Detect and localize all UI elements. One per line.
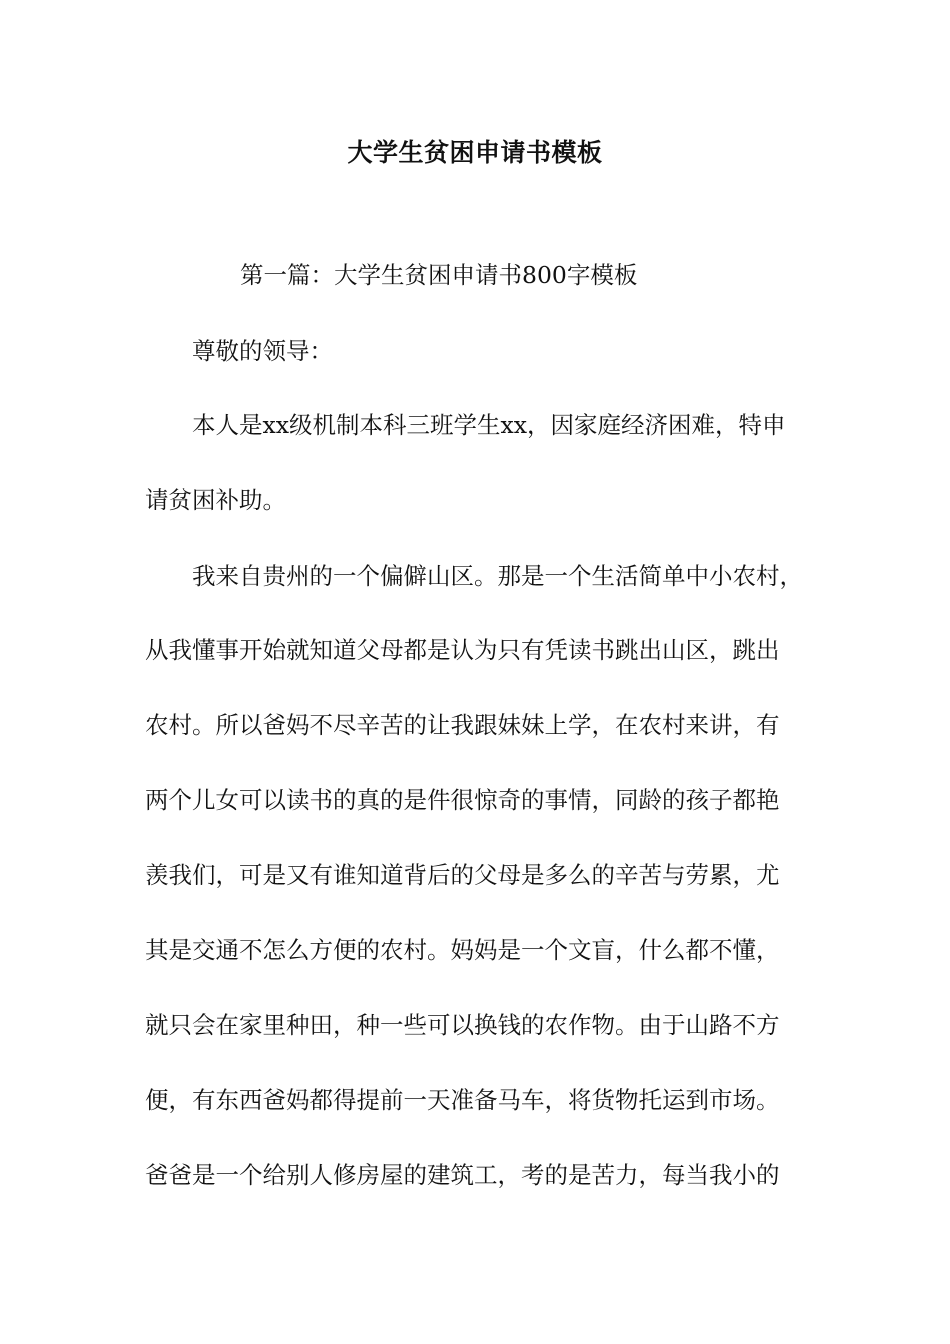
paragraph-line: 两个儿女可以读书的真的是件很惊奇的事情，同龄的孩子都艳 bbox=[145, 786, 780, 814]
paragraph-line: 请贫困补助。 bbox=[145, 486, 286, 514]
paragraph-line: 农村。所以爸妈不尽辛苦的让我跟妹妹上学，在农村来讲，有 bbox=[145, 711, 780, 739]
paragraph-line: 就只会在家里种田，种一些可以换钱的农作物。由于山路不方 bbox=[145, 1011, 780, 1039]
paragraph-line: 爸爸是一个给别人修房屋的建筑工，考的是苦力，每当我小的 bbox=[145, 1161, 780, 1189]
paragraph-line: 其是交通不怎么方便的农村。妈妈是一个文盲，什么都不懂， bbox=[145, 936, 780, 964]
paragraph-line: 本人是xx级机制本科三班学生xx，因家庭经济困难，特申 bbox=[192, 411, 786, 439]
salutation: 尊敬的领导： bbox=[192, 337, 333, 365]
paragraph-line: 从我懂事开始就知道父母都是认为只有凭读书跳出山区，跳出 bbox=[145, 636, 780, 664]
document-title: 大学生贫困申请书模板 bbox=[347, 138, 603, 167]
section-heading: 第一篇：大学生贫困申请书800字模板 bbox=[240, 261, 638, 289]
paragraph-line: 我来自贵州的一个偏僻山区。那是一个生活简单中小农村， bbox=[192, 562, 803, 590]
paragraph-line: 羡我们，可是又有谁知道背后的父母是多么的辛苦与劳累，尤 bbox=[145, 861, 780, 889]
paragraph-line: 便，有东西爸妈都得提前一天准备马车，将货物托运到市场。 bbox=[145, 1086, 780, 1114]
